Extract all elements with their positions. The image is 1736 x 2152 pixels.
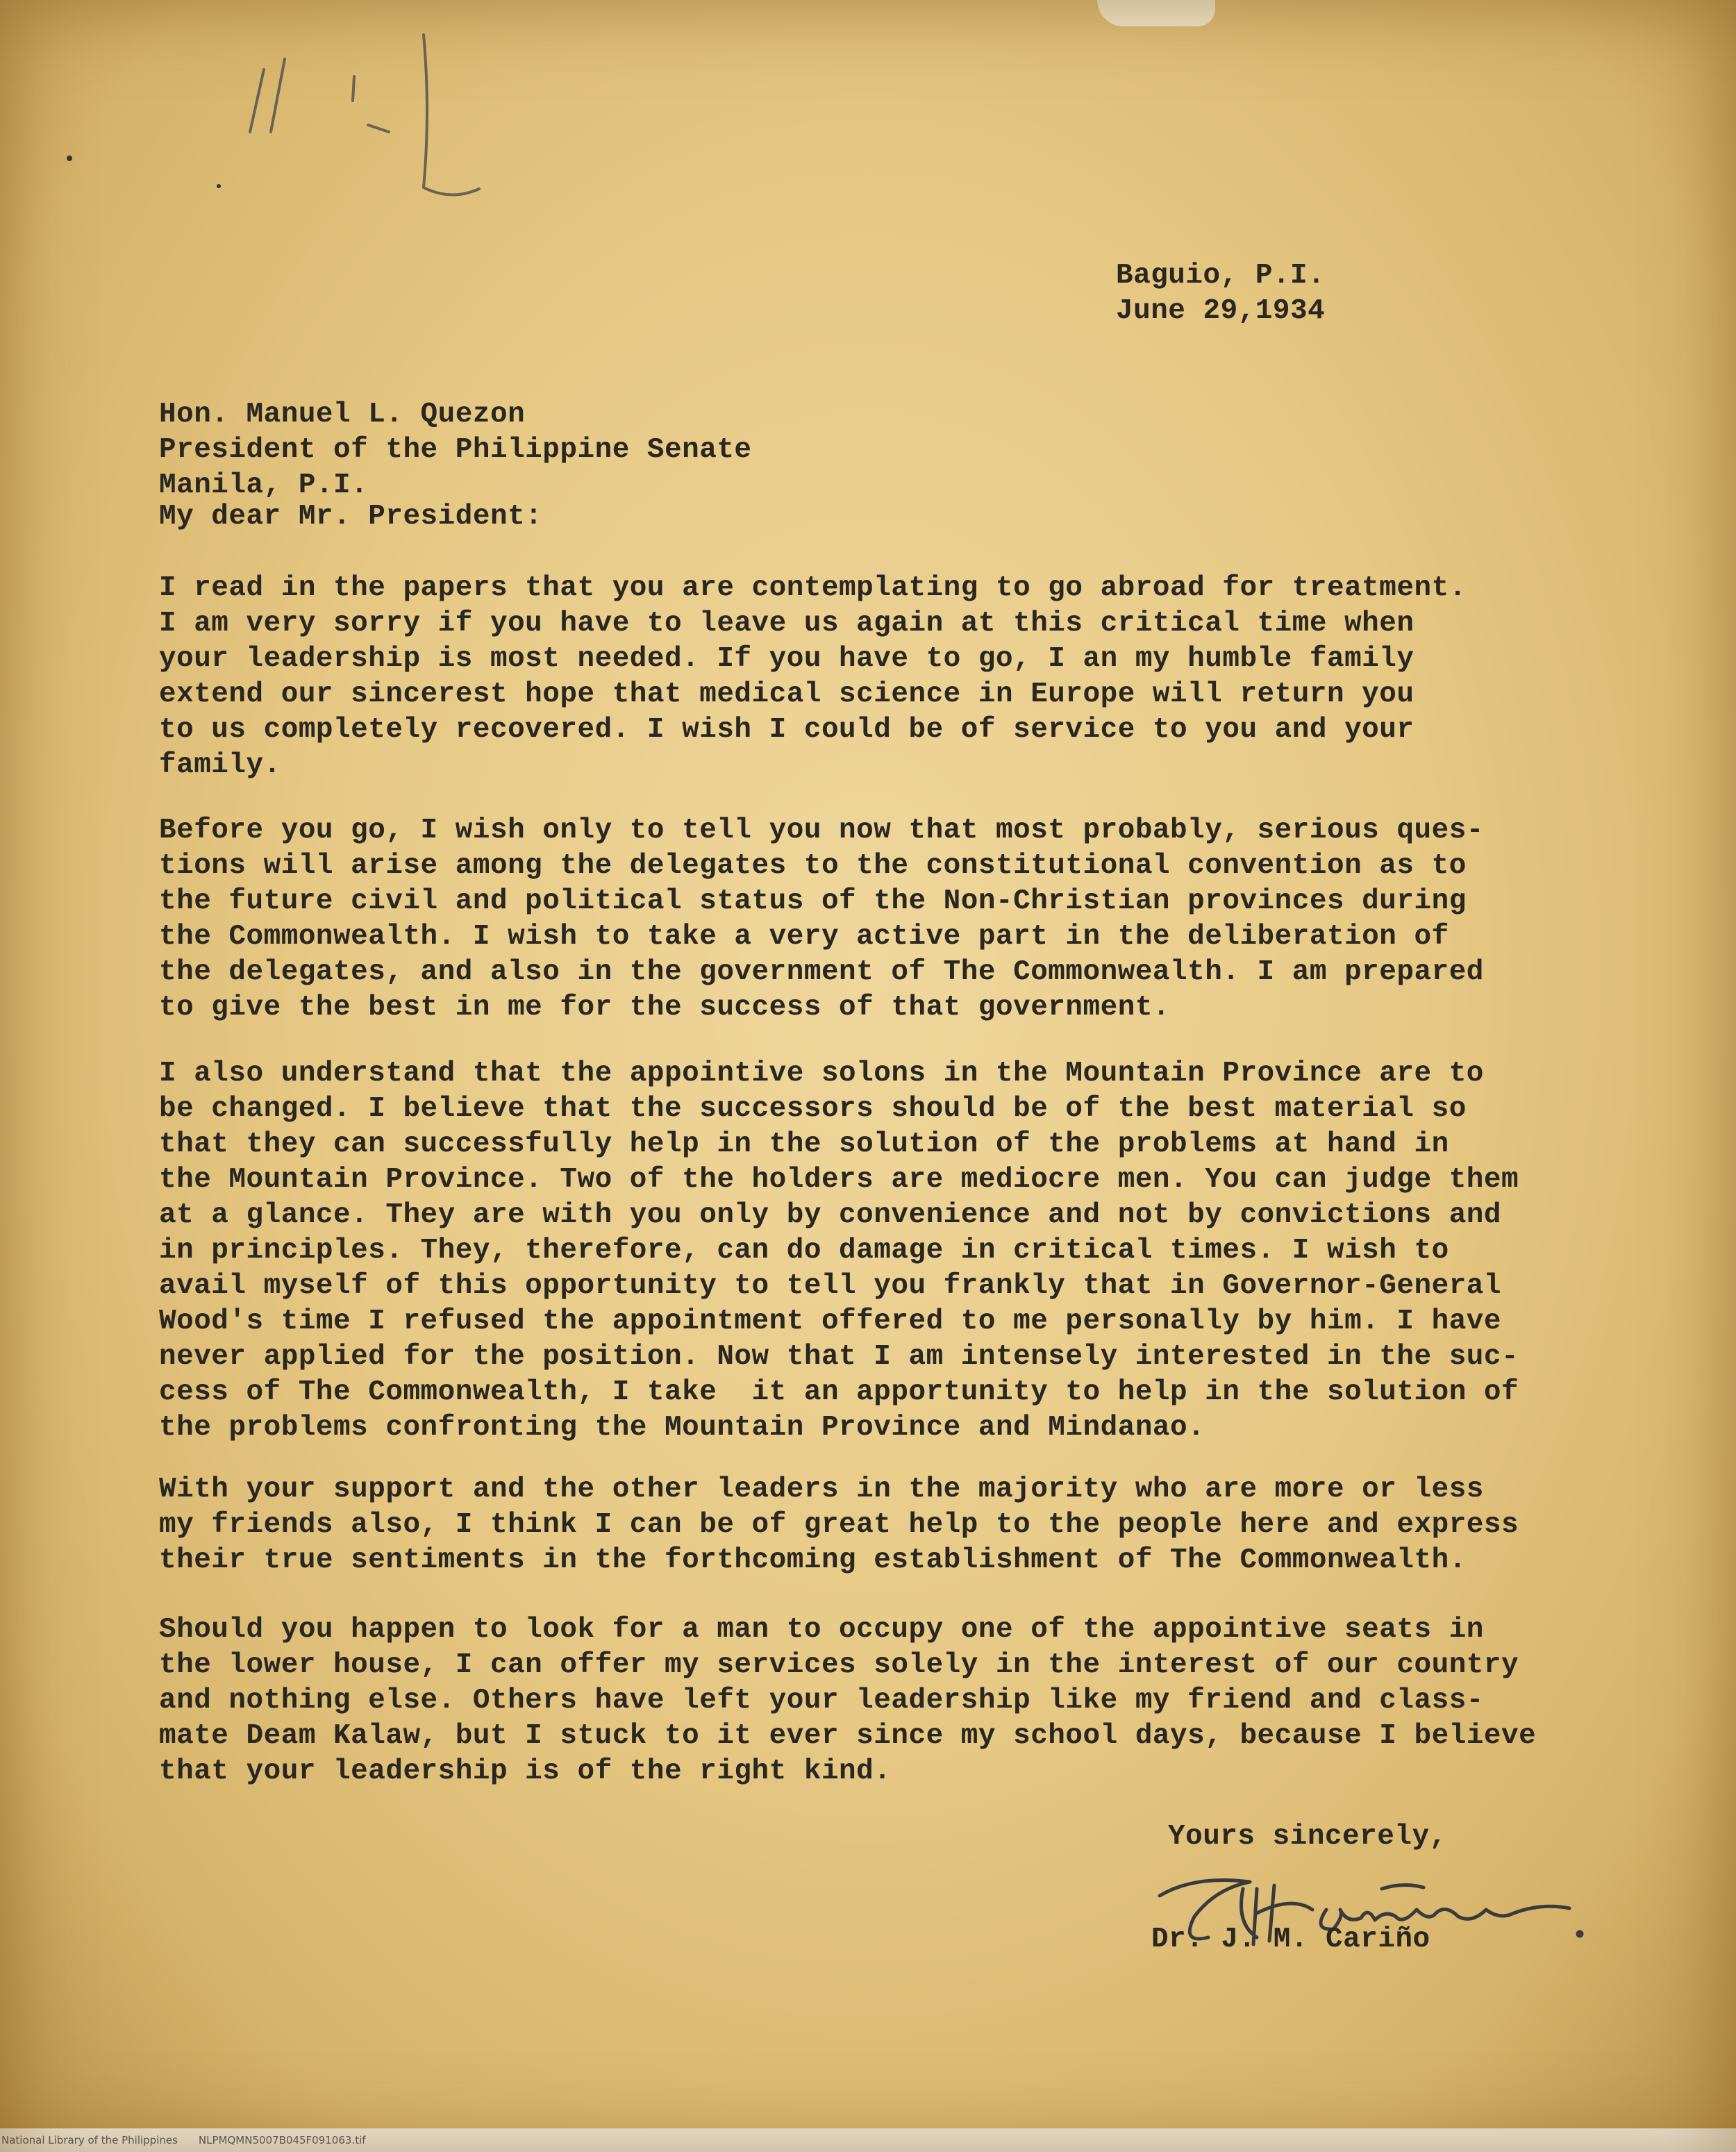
recipient-address: [159, 397, 752, 503]
letter-date: June 29,1934: [1116, 295, 1326, 327]
signer-name: Dr. J. M. Cariño: [1151, 1924, 1430, 1955]
place-and-date: [1116, 258, 1325, 329]
letter-place: Baguio, P.I.: [1116, 260, 1326, 292]
recipient-location: Manila, P.I.: [159, 469, 369, 501]
paragraph-3: I also understand that the appointive solons in the Mountain Province are to be changed. I believe that the successors should be of the best material so that they can successfully help in the solution of the problems at hand in the Mountain Province. Two of the holders are mediocre men. You can judge them at a glance. They are with you only by convenience and not by convictions and in principles. They, therefore, can do damage in critical times. I wish to avail myself of this opportunity to tell you frankly that in Governor-General Wood's time I refused the appointment offered to me personally by him. I have never applied for the position. Now that I am intensely interested in the suc- cess of The Commonwealth, I take it an apportunity to help in the solution of the problems confronting the Mountain Province and Mindanao.: [159, 1058, 1519, 1444]
archive-footer: [0, 2128, 1736, 2152]
paragraph-4: With your support and the other leaders in the majority who are more or less my friends also, I think I can be of great help to the people here and express their true sentiments in the forthcoming establishment of The Commonwealth.: [159, 1474, 1519, 1576]
closing: Yours sincerely,: [1168, 1821, 1447, 1853]
paragraph-5: Should you happen to look for a man to occupy one of the appointive seats in the lower house, I can offer my services solely in the interest of our country and nothing else. Others have left your leadership like my friend and class- mate Deam Kalaw, but I stuck to it ever since my school days, because I believe that your leadership is of the right kind.: [159, 1614, 1537, 1787]
paper-tear: [1097, 0, 1215, 26]
paragraph-2: Before you go, I wish only to tell you now that most probably, serious ques- tions will arise among the delegates to the constitutional convention as to the future civil and political status of the Non-Christian provinces during the Commonwealth. I wish to take a very active part in the deliberation of the delegates, and also in the government of The Commonwealth. I am prepared to give the best in me for the success of that government.: [159, 815, 1484, 1024]
pencil-mark-icon: [62, 28, 507, 222]
paragraph-1: I read in the papers that you are contemplating to go abroad for treatment. I am very sorry if you have to leave us again at this critical time when your leadership is most needed. If you have to go, I an my humble family extend our sincerest hope that medical science in Europe will return you to us completely recovered. I wish I could be of service to you and your family.: [159, 572, 1467, 781]
recipient-name: Hon. Manuel L. Quezon: [159, 399, 526, 431]
footer-institution: National Library of the Philippines: [1, 2134, 178, 2146]
recipient-title: President of the Philippine Senate: [159, 434, 752, 466]
salutation: My dear Mr. President:: [159, 501, 543, 533]
footer-file-id: NLPMQMN5007B045F091063.tif: [198, 2134, 366, 2146]
